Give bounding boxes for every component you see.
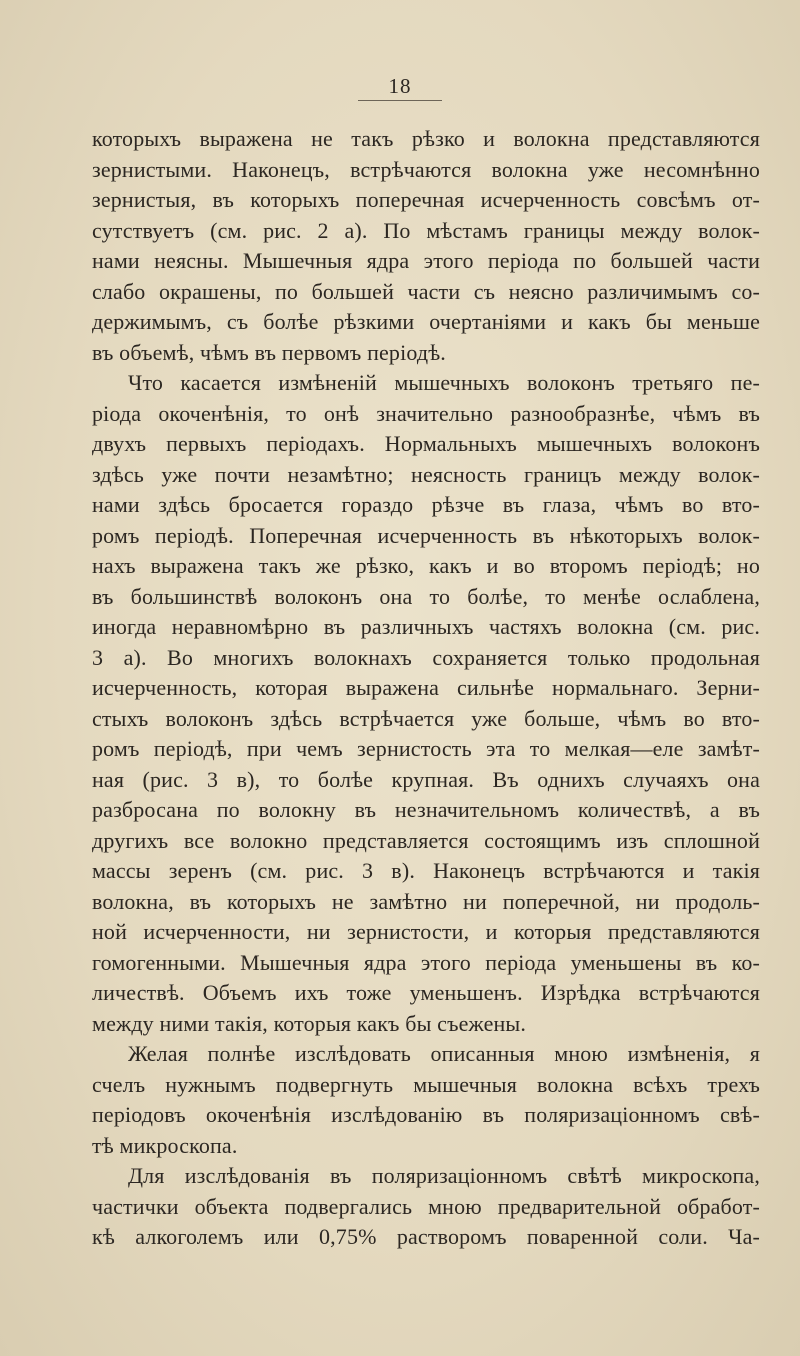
text-line: ромъ періодѣ, при чемъ зернистость эта то мелкая—еле замѣт- [92,736,760,761]
text-line: тѣ микроскопа. [92,1132,238,1158]
text-line: ромъ періодѣ. Поперечная исчерченность въ нѣкоторыхъ волок- [92,522,760,548]
text-line: разбросана по волокну въ незначительномъ количествѣ, а въ [92,797,760,822]
text-line: Для изслѣдованія въ поляризаціонномъ свѣтѣ микроскопа, [128,1163,760,1188]
text-line: иногда неравномѣрно въ различныхъ частяхъ волокна (см. рис. [92,614,760,639]
text-line: нами неясны. Мышечныя ядра этого періода по большей части [92,248,760,273]
text-line: стыхъ волоконъ здѣсь встрѣчается уже больше, чѣмъ во вто- [92,705,760,731]
text-line: зернистыми. Наконецъ, встрѣчаются волокна уже несомнѣнно [92,156,760,182]
page-number-underline [358,100,442,101]
text-line: въ объемѣ, чѣмъ въ первомъ періодѣ. [92,339,446,365]
text-line: держимымъ, съ болѣе рѣзкими очертаніями и какъ бы меньше [92,309,760,334]
text-line: частички объекта подвергались мною предварительной обработ- [92,1193,760,1219]
text-line: между ними такія, которыя какъ бы съежены. [92,1010,526,1036]
text-line: Что касается измѣненій мышечныхъ волоконъ третьяго пе- [128,370,760,395]
text-line: въ большинствѣ волоконъ она то болѣе, то менѣе ослаблена, [92,583,760,609]
text-line: ная (рис. 3 в), то болѣе крупная. Въ однихъ случаяхъ она [92,766,760,792]
text-line: кѣ алкоголемъ или 0,75% растворомъ поваренной соли. Ча- [92,1224,760,1249]
text-line: ной исчерченности, ни зернистости, и которыя представляются [92,919,760,944]
text-line: здѣсь уже почти незамѣтно; неясность границъ между волок- [92,461,760,487]
text-line: гомогенными. Мышечныя ядра этого періода уменьшены въ ко- [92,949,760,975]
text-line: массы зеренъ (см. рис. 3 в). Наконецъ встрѣчаются и такія [92,858,760,883]
text-line: нами здѣсь бросается гораздо рѣзче въ глаза, чѣмъ во вто- [92,492,760,517]
text-line: зернистыя, въ которыхъ поперечная исчерченность совсѣмъ от- [92,187,760,212]
text-line: слабо окрашены, по большей части съ неясно различимымъ со- [92,278,760,304]
text-line: періодовъ окоченѣнія изслѣдованію въ поляризаціонномъ свѣ- [92,1102,760,1127]
text-line: двухъ первыхъ періодахъ. Нормальныхъ мышечныхъ волоконъ [92,431,760,456]
text-line: исчерченность, которая выражена сильнѣе нормальнаго. Зерни- [92,675,760,700]
text-line: ріода окоченѣнія, то онѣ значительно разнообразнѣе, чѣмъ въ [92,400,760,426]
body-text [92,124,760,1253]
text-line: 3 а). Во многихъ волокнахъ сохраняется только продольная [92,644,760,670]
text-line: нахъ выражена такъ же рѣзко, какъ и во второмъ періодѣ; но [92,553,760,578]
text-line: сутствуетъ (см. рис. 2 а). По мѣстамъ границы между волок- [92,217,760,243]
text-line: другихъ все волокно представляется состоящимъ изъ сплошной [92,827,760,853]
text-line: личествѣ. Объемъ ихъ тоже уменьшенъ. Изрѣдка встрѣчаются [92,980,760,1005]
page-number: 18 [388,74,412,98]
text-line: Желая полнѣе изслѣдовать описанныя мною измѣненія, я [128,1041,760,1066]
text-line: которыхъ выражена не такъ рѣзко и волокна представляются [92,126,760,151]
text-line: волокна, въ которыхъ не замѣтно ни поперечной, ни продоль- [92,888,760,914]
text-line: счелъ нужнымъ подвергнуть мышечныя волокна всѣхъ трехъ [92,1071,760,1097]
